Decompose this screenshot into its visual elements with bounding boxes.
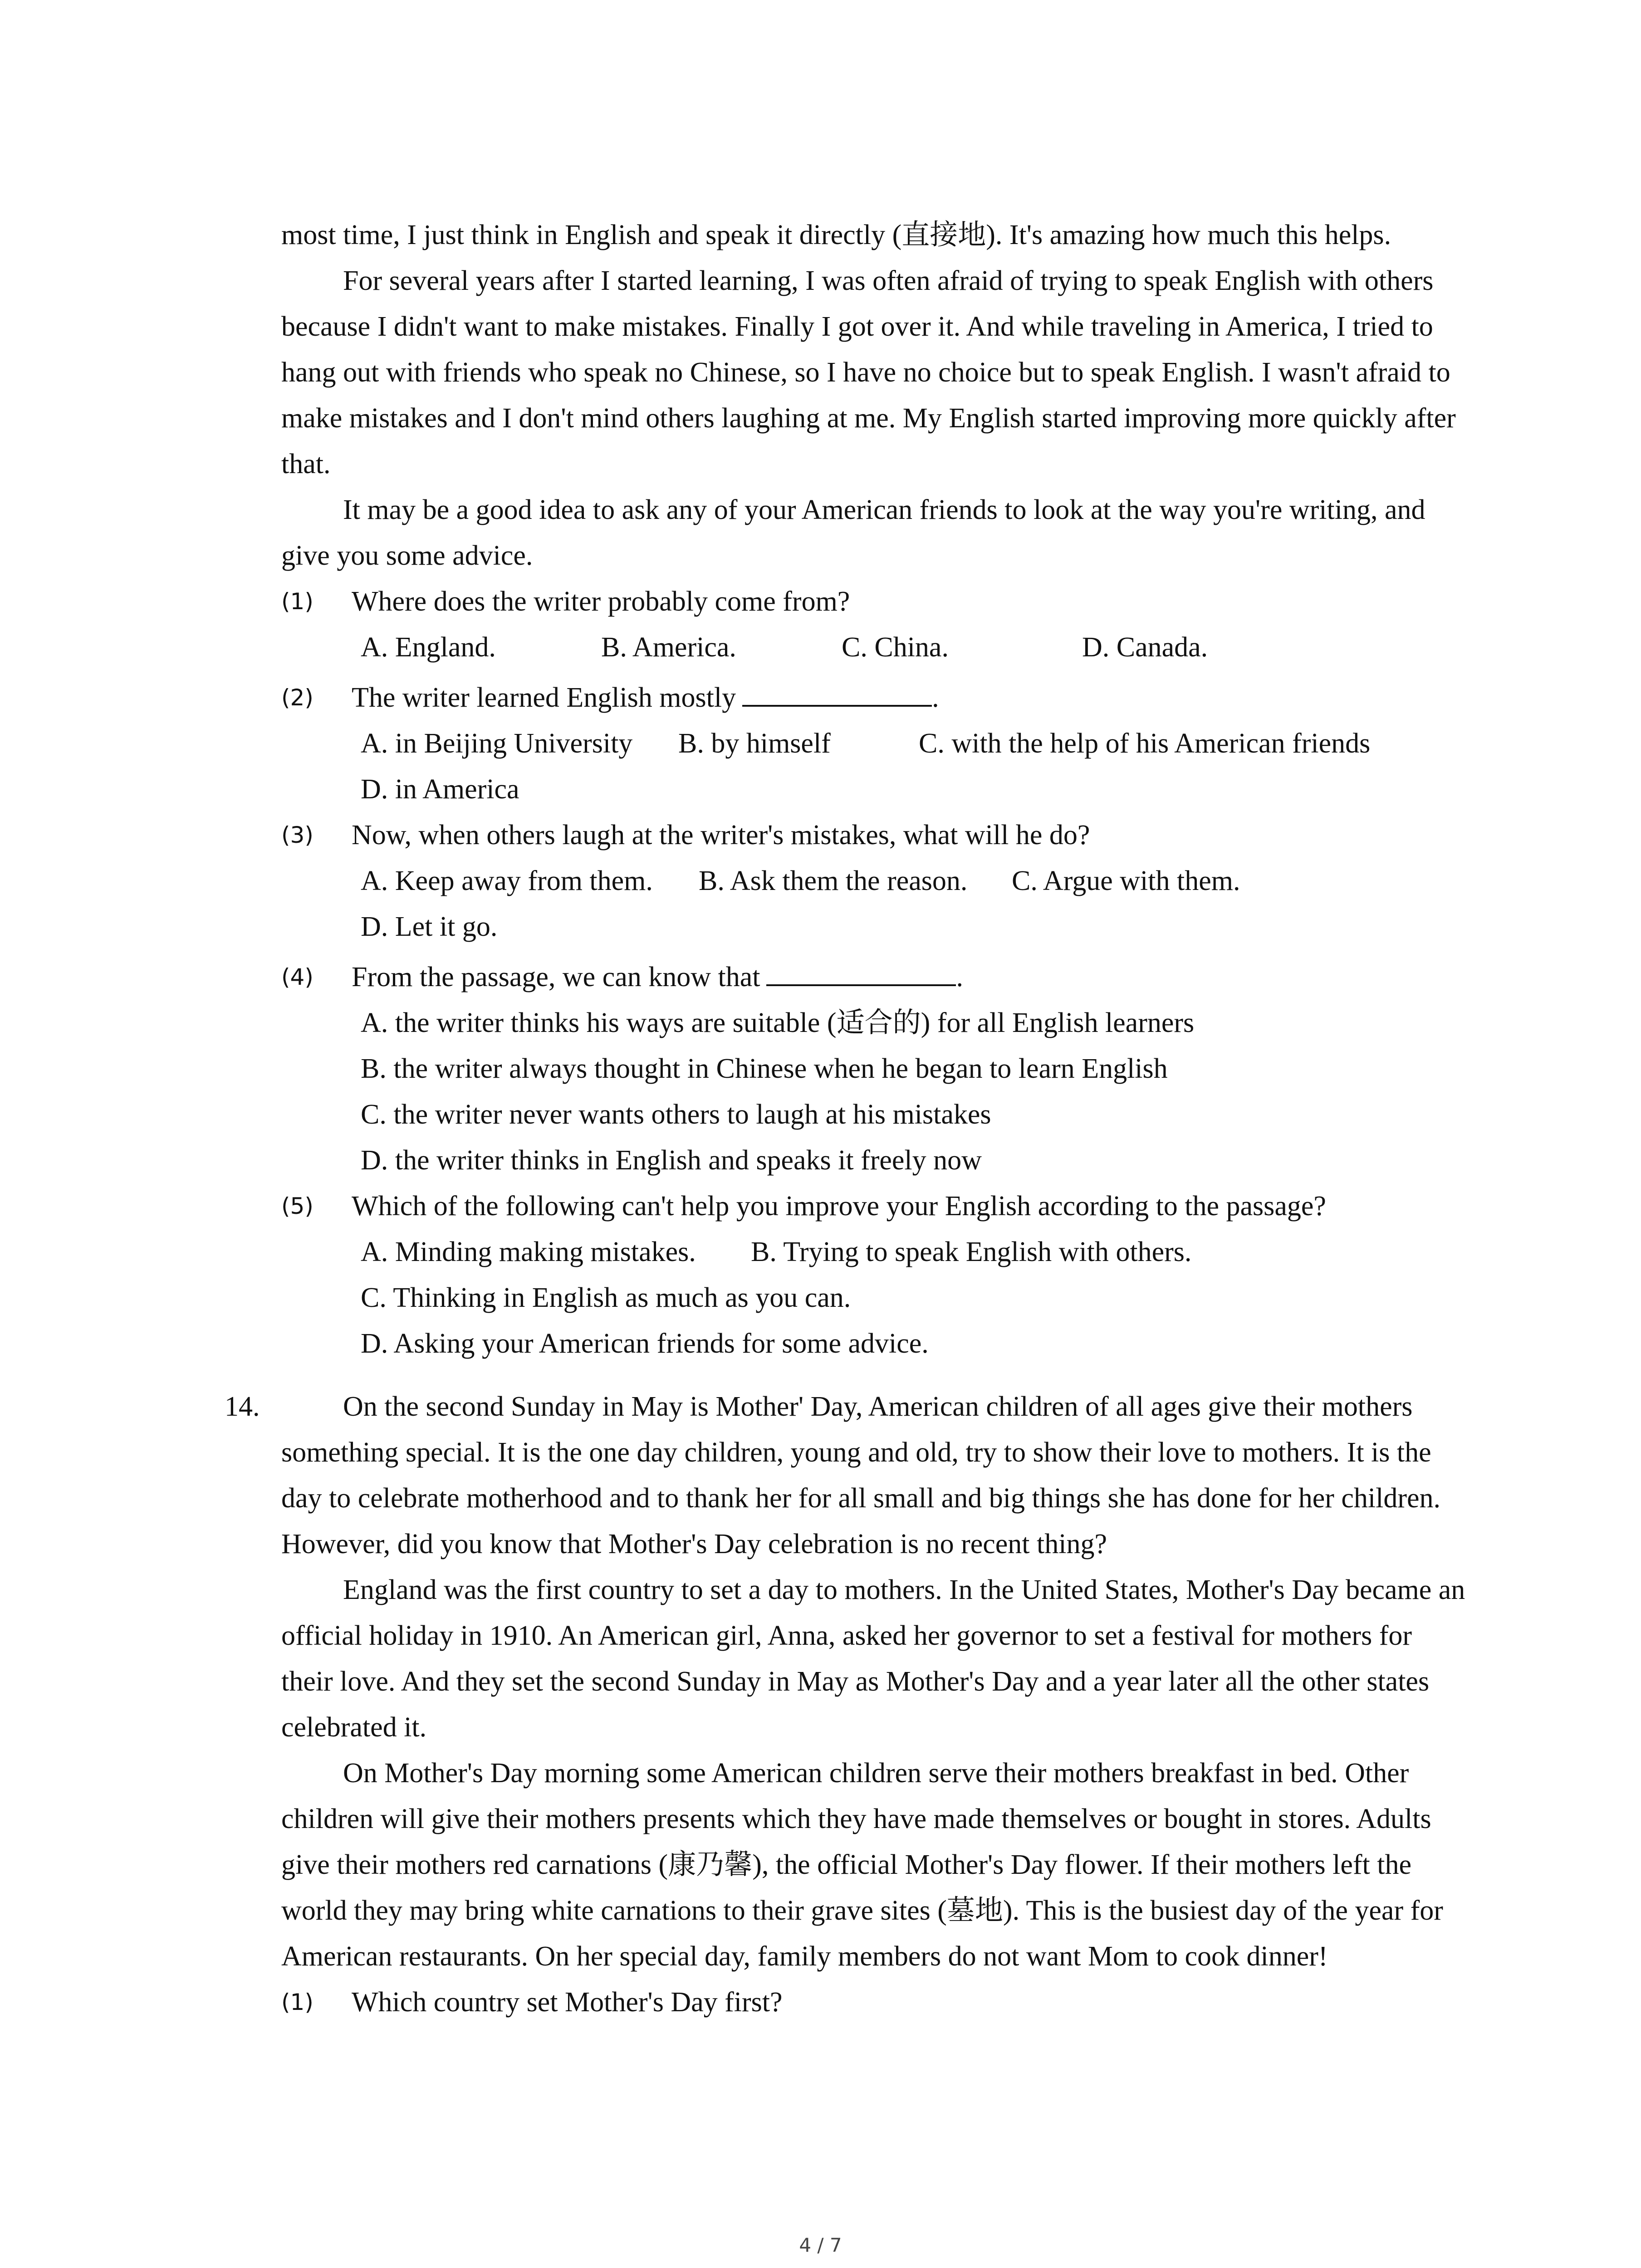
answer-options	[281, 721, 1470, 767]
answer-options	[281, 904, 1470, 950]
answer-options	[281, 625, 1470, 670]
question-number: (1)	[281, 588, 314, 615]
answer-options	[281, 767, 1470, 812]
option-b: B. the writer always thought in Chinese when he began to learn English	[361, 1053, 1168, 1084]
question-14-1	[281, 1980, 1470, 2025]
option-c: C. with the help of his American friends	[919, 728, 1371, 759]
option-d: D. Canada.	[1082, 632, 1208, 663]
question-13-5	[281, 1183, 1470, 1229]
question-number: (5)	[281, 1193, 314, 1219]
answer-blank	[742, 679, 932, 707]
passage-paragraph: It may be a good idea to ask any of your American friends to look at the way you're writing, and give you some advice.	[281, 494, 1425, 571]
answer-options	[281, 1138, 1470, 1183]
option-d: D. the writer thinks in English and speaks it freely now	[361, 1145, 982, 1176]
passage-paragraph: On Mother's Day morning some American children serve their mothers breakfast in bed. Other children will give their mothers presents which they have made themselves or bought in stores. Adults give their mothers red carnations (康乃馨), the official Mother's Day flower. If their mothers left the world they may bring white carnations to their grave sites (墓地). This is the busiest day of the year for American restaurants. On her special day, family members do not want Mom to cook dinner!	[281, 1758, 1443, 1972]
option-b: B. Trying to speak English with others.	[751, 1237, 1192, 1267]
question-number: (1)	[281, 1989, 314, 2015]
passage-paragraph: England was the first country to set a day to mothers. In the United States, Mother's Day became an official holiday in 1910. An American girl, Anna, asked her governor to set a festival for mothers for their love. And they set the second Sunday in May as Mother's Day and a year later all the other states celebrated it.	[281, 1574, 1465, 1743]
passage-paragraph: For several years after I started learning, I was often afraid of trying to speak English with others because I didn't want to make mistakes. Finally I got over it. And while traveling in America, I tried to hang out with friends who speak no Chinese, so I have no choice but to speak English. I wasn't afraid to make mistakes and I don't mind others laughing at me. My English started improving more quickly after that.	[281, 265, 1456, 479]
question-stem: The writer learned English mostly	[352, 682, 736, 713]
answer-options	[281, 1275, 1470, 1321]
answer-options	[281, 1046, 1470, 1092]
option-c: C. Thinking in English as much as you can.	[361, 1282, 851, 1313]
answer-blank	[766, 958, 956, 986]
option-a: A. Keep away from them.	[361, 865, 653, 896]
question-number: (3)	[281, 822, 314, 848]
question-number: (4)	[281, 964, 314, 990]
question-stem: Which country set Mother's Day first?	[352, 1987, 783, 2018]
question-13-4: (4) From the passage, we can know that .	[281, 954, 1470, 1000]
answer-options	[281, 858, 1470, 904]
question-14	[225, 1384, 1470, 2025]
page-number: 4 / 7	[799, 2234, 842, 2256]
question-stem: From the passage, we can know that	[352, 962, 760, 992]
page-content	[225, 212, 1470, 2025]
question-13-2: (2) The writer learned English mostly .	[281, 675, 1470, 721]
question-number: 14.	[225, 1391, 260, 1422]
option-d: D. Asking your American friends for some advice.	[361, 1328, 929, 1359]
option-b: B. America.	[601, 632, 736, 663]
passage-paragraph: most time, I just think in English and speak it directly (直接地). It's amazing how much this helps.	[281, 220, 1391, 250]
option-b: B. by himself	[678, 728, 831, 759]
question-stem: Where does the writer probably come from?	[352, 586, 850, 617]
option-a: A. the writer thinks his ways are suitable (适合的) for all English learners	[361, 1007, 1195, 1038]
answer-options	[281, 1000, 1470, 1046]
option-a: A. in Beijing University	[361, 728, 633, 759]
option-c: C. Argue with them.	[1012, 865, 1240, 896]
answer-options	[281, 1092, 1470, 1138]
option-d: D. Let it go.	[361, 911, 498, 942]
question-stem: Which of the following can't help you improve your English according to the passage?	[352, 1191, 1326, 1222]
option-d: D. in America	[361, 774, 519, 805]
answer-options	[281, 1321, 1470, 1367]
question-stem: Now, when others laugh at the writer's mistakes, what will he do?	[352, 820, 1090, 850]
option-b: B. Ask them the reason.	[699, 865, 968, 896]
passage-paragraph: On the second Sunday in May is Mother' Day, American children of all ages give their mothers something special. It is the one day children, young and old, try to show their love to mothers. It is the day to celebrate motherhood and to thank her for all small and big things she has done for her children. However, did you know that Mother's Day celebration is no recent thing?	[281, 1391, 1441, 1559]
answer-options	[281, 1229, 1470, 1275]
option-c: C. China.	[842, 632, 949, 663]
option-c: C. the writer never wants others to laugh at his mistakes	[361, 1099, 991, 1130]
question-13-1	[281, 579, 1470, 625]
option-a: A. Minding making mistakes.	[361, 1237, 696, 1267]
question-13-3	[281, 812, 1470, 858]
question-number: (2)	[281, 684, 314, 711]
option-a: A. England.	[361, 632, 496, 663]
